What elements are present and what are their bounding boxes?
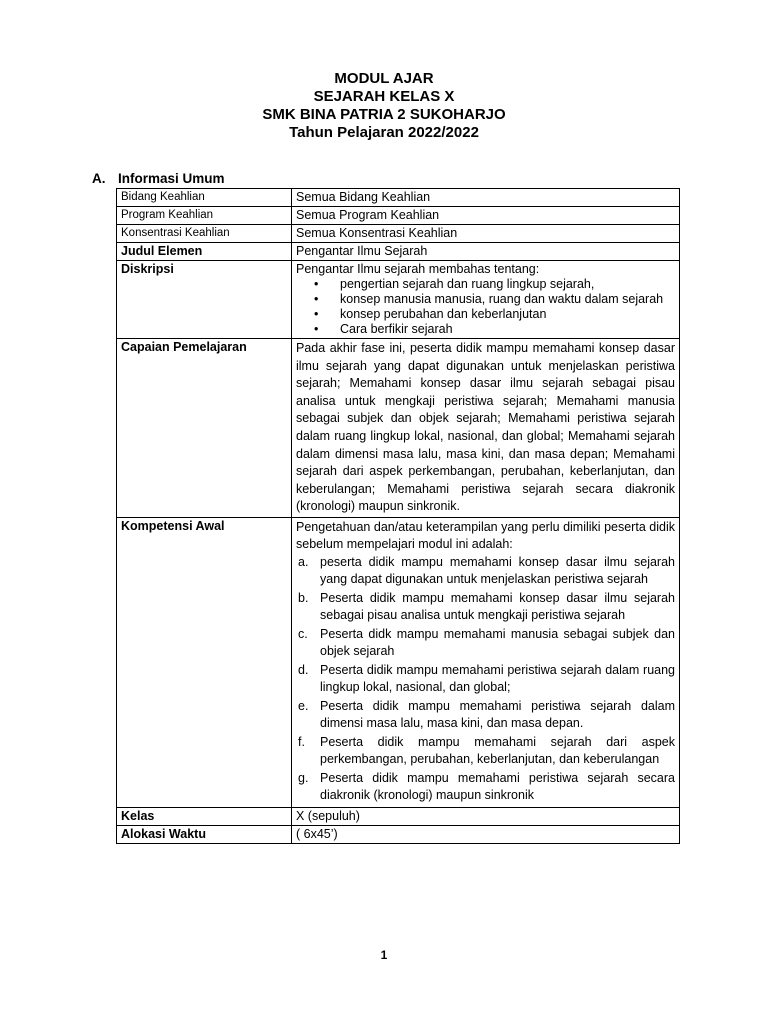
capaian-text: Pada akhir fase ini, peserta didik mampu memahami konsep dasar ilmu sejarah yang dapat digunakan untuk menjelaskan peristiwa sejarah; Memahami konsep dasar ilmu sejarah sebagai pisau analisa untuk mengkaji peristiwa sejarah; Memahami manusia sebagai subjek dan objek sejarah; Memahami peristiwa sejarah dalam ruang lingkup lokal, nasional, dan global; Memahami sejarah dalam dimensi masa lalu, masa kini, dan masa depan; Memahami sejarah dari aspek perkembangan, perubahan, keberlanjutan, dan keberulangan; Memahami peristiwa sejarah secara diakronik (kronologi) maupun sinkronik.: [292, 339, 680, 518]
item-text: Peserta didik mampu memahami peristiwa sejarah dalam dimensi masa lalu, masa kini, dan masa depan.: [320, 698, 675, 731]
item-text: Peserta didik mampu memahami peristiwa sejarah dalam ruang lingkup lokal, nasional, dan global;: [320, 662, 675, 695]
row-key: Judul Elemen: [117, 243, 292, 261]
table-row: [117, 189, 680, 207]
kompetensi-list: [296, 554, 675, 805]
diskripsi-intro: Pengantar Ilmu sejarah membahas tentang:: [296, 262, 540, 276]
section-letter: A.: [92, 171, 106, 186]
row-key: Konsentrasi Keahlian: [117, 225, 292, 243]
list-item: • konsep perubahan dan keberlanjutan: [340, 307, 675, 322]
title-year: Tahun Pelajaran 2022/2022: [289, 124, 479, 141]
row-value: Semua Program Keahlian: [292, 207, 680, 225]
row-key: Diskripsi: [117, 261, 292, 339]
item-label: g.: [298, 770, 309, 785]
section-title: Informasi Umum: [118, 171, 225, 186]
list-item: • konsep manusia manusia, ruang dan waktu dalam sejarah: [340, 292, 675, 307]
item-text: Peserta didk mampu memahami manusia sebagai subjek dan objek sejarah: [320, 626, 675, 659]
row-key: Alokasi Waktu: [117, 825, 292, 843]
row-value: Semua Bidang Keahlian: [292, 189, 680, 207]
table-row: [117, 339, 680, 518]
list-item: [298, 770, 675, 805]
list-item: [298, 554, 675, 589]
item-text: Peserta didik mampu memahami konsep dasar ilmu sejarah sebagai pisau analisa untuk mengkaji peristiwa sejarah: [320, 590, 675, 623]
row-value: X (sepuluh): [292, 807, 680, 825]
item-label: b.: [298, 590, 309, 605]
kompetensi-intro: Pengetahuan dan/atau keterampilan yang perlu dimiliki peserta didik sebelum mempelajari modul ini adalah:: [296, 519, 675, 552]
item-label: c.: [298, 626, 308, 641]
item-text: Peserta didik mampu memahami sejarah dari aspek perkembangan, perubahan, keberlanjutan, dan keberulangan: [320, 734, 675, 767]
title-modul: MODUL AJAR: [334, 70, 434, 87]
item-label: e.: [298, 698, 309, 713]
table-row: [117, 807, 680, 825]
row-key: Program Keahlian: [117, 207, 292, 225]
table-row: [117, 207, 680, 225]
table-row: [117, 825, 680, 843]
title-school: SMK BINA PATRIA 2 SUKOHARJO: [262, 106, 506, 123]
list-item: [298, 698, 675, 733]
table-row: [117, 517, 680, 807]
table-row: [117, 243, 680, 261]
document-title: [0, 70, 768, 142]
diskripsi-list: [296, 277, 675, 337]
title-subject: SEJARAH KELAS X: [313, 88, 455, 105]
item-label: a.: [298, 554, 309, 569]
row-value: Pengantar Ilmu Sejarah: [292, 243, 680, 261]
table-row: [117, 225, 680, 243]
list-item: [298, 734, 675, 769]
row-key: Capaian Pemelajaran: [117, 339, 292, 518]
row-key: Kelas: [117, 807, 292, 825]
item-label: d.: [298, 662, 309, 677]
item-label: f.: [298, 734, 305, 749]
section-heading: [92, 171, 225, 186]
diskripsi-cell: [292, 261, 680, 339]
row-key: Kompetensi Awal: [117, 517, 292, 807]
info-table: [116, 188, 680, 844]
row-value: ( 6x45’): [292, 825, 680, 843]
list-item: [298, 662, 675, 697]
list-item: [298, 590, 675, 625]
item-text: peserta didik mampu memahami konsep dasar ilmu sejarah yang dapat digunakan untuk menjelaskan peristiwa sejarah: [320, 554, 675, 587]
page-number: 1: [380, 948, 388, 962]
item-text: Peserta didik mampu memahami peristiwa sejarah secara diakronik (kronologi) maupun sinkronik: [320, 770, 675, 803]
list-item: • Cara berfikir sejarah: [340, 322, 675, 337]
table-row: [117, 261, 680, 339]
kompetensi-cell: [292, 517, 680, 807]
list-item: [298, 626, 675, 661]
list-item: • pengertian sejarah dan ruang lingkup sejarah,: [340, 277, 675, 292]
row-key: Bidang Keahlian: [117, 189, 292, 207]
row-value: Semua Konsentrasi Keahlian: [292, 225, 680, 243]
